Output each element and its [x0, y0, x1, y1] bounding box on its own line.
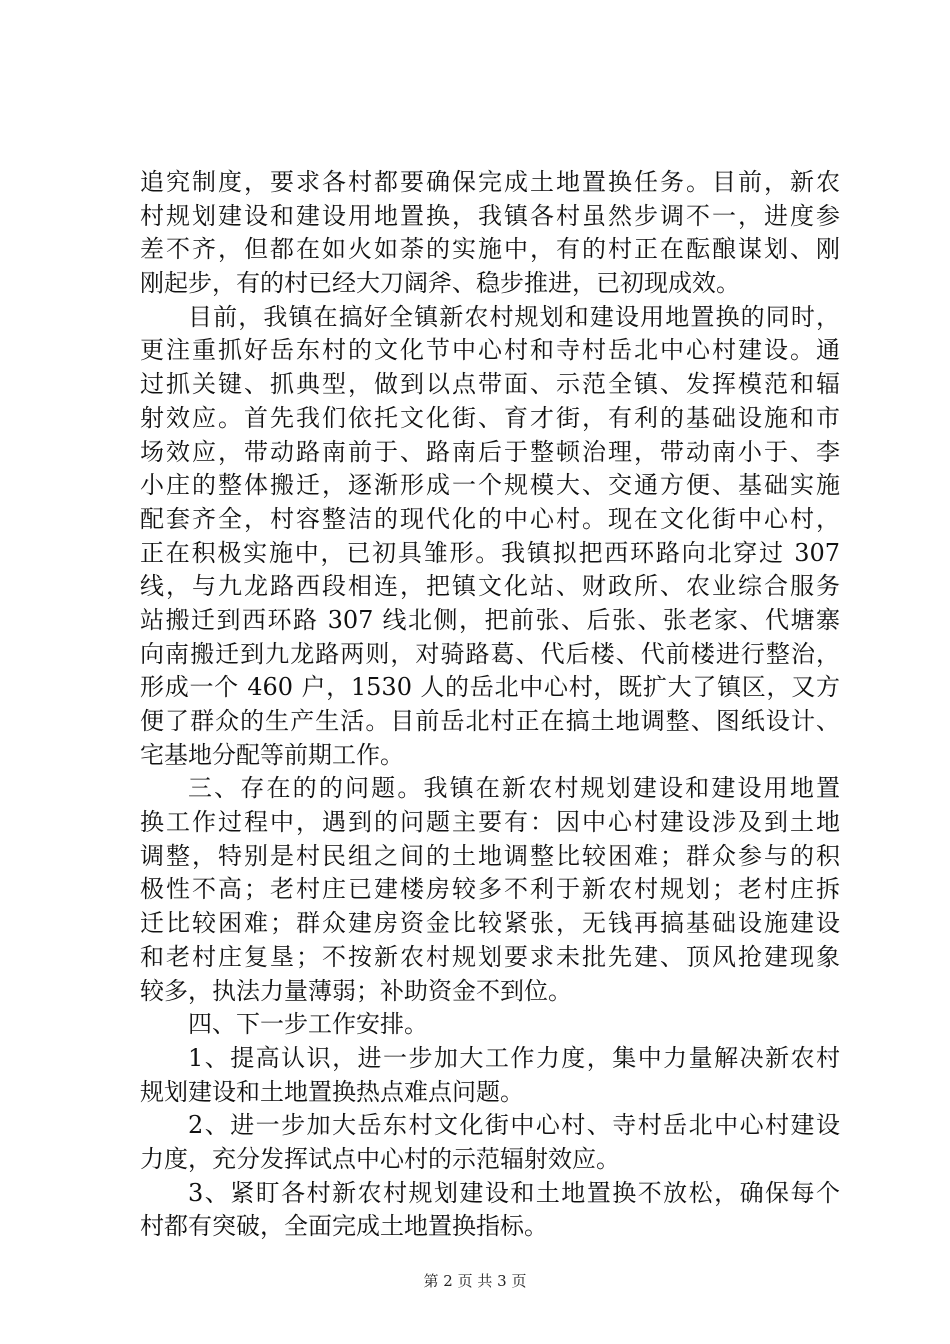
text-line: 刚起步，有的村已经大刀阔斧、稳步推进，已初现成效。	[140, 269, 740, 298]
text-line: 配套齐全，村容整洁的现代化的中心村。现在文化街中心村，	[140, 504, 840, 533]
text-line: 村都有突破，全面完成土地置换指标。	[140, 1212, 548, 1241]
text-line: 射效应。首先我们依托文化街、育才街，有利的基础设施和市	[140, 403, 840, 432]
text-line: 目前，我镇在搞好全镇新农村规划和建设用地置换的同时，	[188, 302, 840, 331]
text-line: 线，与九龙路西段相连，把镇文化站、财政所、农业综合服务	[140, 572, 840, 601]
text-line: 规划建设和土地置换热点难点问题。	[140, 1077, 524, 1106]
text-line: 正在积极实施中，已初具雏形。我镇拟把西环路向北穿过 307	[140, 538, 840, 567]
text-line: 便了群众的生产生活。目前岳北村正在搞土地调整、图纸设计、	[140, 707, 840, 735]
text-line: 场效应，带动路南前于、路南后于整顿治理，带动南小于、李	[140, 437, 840, 466]
text-line: 力度，充分发挥试点中心村的示范辐射效应。	[140, 1144, 620, 1173]
text-line: 追究制度，要求各村都要确保完成土地置换任务。目前，新农	[140, 168, 840, 196]
page-number-footer: 第 2 页 共 3 页	[423, 1272, 527, 1290]
document-body	[140, 166, 840, 1244]
text-line: 换工作过程中，遇到的问题主要有：因中心村建设涉及到土地	[140, 808, 840, 837]
text-line: 过抓关键、抓典型，做到以点带面、示范全镇、发挥模范和辐	[140, 370, 840, 399]
text-line: 极性不高；老村庄已建楼房较多不利于新农村规划；老村庄拆	[140, 875, 840, 904]
text-line: 3、紧盯各村新农村规划建设和土地置换不放松，确保每个	[188, 1178, 840, 1207]
text-line: 小庄的整体搬迁，逐渐形成一个规模大、交通方便、基础实施	[140, 471, 840, 500]
text-line: 1、提高认识，进一步加大工作力度，集中力量解决新农村	[188, 1043, 840, 1072]
text-line: 村规划建设和建设用地置换，我镇各村虽然步调不一，进度参	[140, 201, 840, 230]
text-line: 调整，特别是村民组之间的土地调整比较困难；群众参与的积	[140, 841, 840, 870]
text-line: 迁比较困难；群众建房资金比较紧张，无钱再搞基础设施建设	[140, 909, 840, 938]
text-line: 和老村庄复垦；不按新农村规划要求未批先建、顶风抢建现象	[140, 942, 840, 971]
text-line: 形成一个 460 户，1530 人的岳北中心村，既扩大了镇区，又方	[140, 673, 840, 702]
text-line: 站搬迁到西环路 307 线北侧，把前张、后张、张老家、代塘寨	[140, 605, 840, 634]
text-line: 向南搬迁到九龙路两则，对骑路葛、代后楼、代前楼进行整治，	[140, 639, 840, 668]
text-line: 更注重抓好岳东村的文化节中心村和寺村岳北中心村建设。通	[140, 336, 840, 365]
text-line: 2、进一步加大岳东村文化街中心村、寺村岳北中心村建设	[188, 1111, 840, 1140]
text-line: 较多，执法力量薄弱；补助资金不到位。	[140, 976, 572, 1005]
text-line: 三、存在的的问题。我镇在新农村规划建设和建设用地置	[188, 774, 840, 803]
text-line: 差不齐，但都在如火如荼的实施中，有的村正在酝酿谋划、刚	[140, 235, 840, 264]
text-line: 宅基地分配等前期工作。	[140, 740, 404, 769]
text-line: 四、下一步工作安排。	[188, 1010, 428, 1039]
